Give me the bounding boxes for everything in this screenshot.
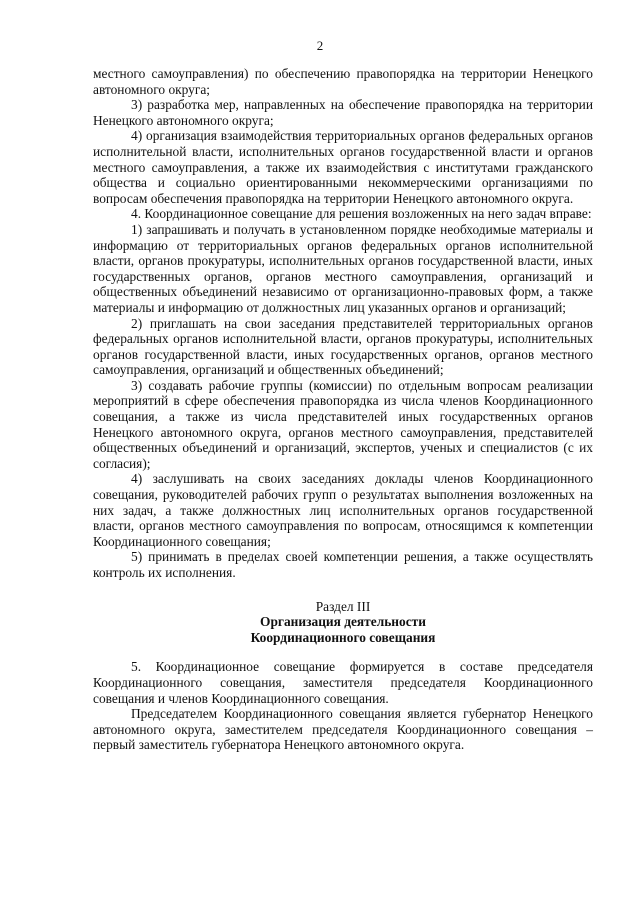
section-heading bbox=[93, 599, 593, 646]
document-body bbox=[93, 66, 593, 753]
paragraph: Председателем Координационного совещания является губернатор Ненецкого автономного округа, заместителем председателя Координационного совещания – первый заместитель губернатора Ненецкого автономного округа. bbox=[93, 706, 593, 753]
paragraphs-after bbox=[93, 659, 593, 753]
paragraph: 4) организация взаимодействия территориальных органов федеральных органов исполнительной власти, исполнительных органов государственной власти и органов местного самоуправления, а также их взаимодействия с институтами гражданского общества и социально ориентированными некоммерческими организациями по вопросам обеспечения правопорядка на территории Ненецкого автономного округа. bbox=[93, 128, 593, 206]
paragraph: 5. Координационное совещание формируется в составе председателя Координационного совещания, заместителя председателя Координационного совещания и членов Координационного совещания. bbox=[93, 659, 593, 706]
paragraph: 2) приглашать на свои заседания представителей территориальных органов федеральных органов исполнительной власти, органов прокуратуры, исполнительных органов государственной власти, иных государственных органов, органов местного самоуправления, организаций и общественных объединений; bbox=[93, 315, 593, 378]
section-title-line-1: Организация деятельности bbox=[260, 614, 426, 630]
section-title-line-2: Координационного совещания bbox=[250, 629, 436, 645]
section-number: Раздел III bbox=[315, 598, 371, 614]
paragraph: 4) заслушивать на своих заседаниях доклады членов Координационного совещания, руководителей рабочих групп о результатах выполнения возложенных на них задач, а также должностных лиц исполнительных органов государственной власти, органов местного самоуправления по вопросам, относящимся к компетенции Координационного совещания; bbox=[93, 471, 593, 549]
paragraphs-before bbox=[93, 66, 593, 581]
page-number: 2 bbox=[316, 38, 324, 53]
paragraph: 5) принимать в пределах своей компетенции решения, а также осуществлять контроль их исполнения. bbox=[93, 549, 593, 580]
paragraph: 4. Координационное совещание для решения возложенных на него задач вправе: bbox=[131, 206, 592, 222]
paragraph: 3) разработка мер, направленных на обеспечение правопорядка на территории Ненецкого автономного округа; bbox=[93, 97, 593, 128]
paragraph: 1) запрашивать и получать в установленном порядке необходимые материалы и информацию от территориальных органов федеральных органов исполнительной власти, органов прокуратуры, исполнительных органов государственной власти, иных государственных органов, органов местного самоуправления, организаций и общественных объединений независимо от организационно-правовых форм, а также материалы и информацию от должностных лиц указанных органов и организаций; bbox=[93, 221, 593, 315]
paragraph: местного самоуправления) по обеспечению правопорядка на территории Ненецкого автономного округа; bbox=[93, 66, 593, 97]
paragraph: 3) создавать рабочие группы (комиссии) по отдельным вопросам реализации мероприятий в сфере обеспечения правопорядка из числа членов Координационного совещания, а также из числа представителей иных государственных органов Ненецкого автономного округа, органов местного самоуправления, представителей общественных объединений и организаций, экспертов, ученых и специалистов (с их согласия); bbox=[93, 377, 593, 471]
